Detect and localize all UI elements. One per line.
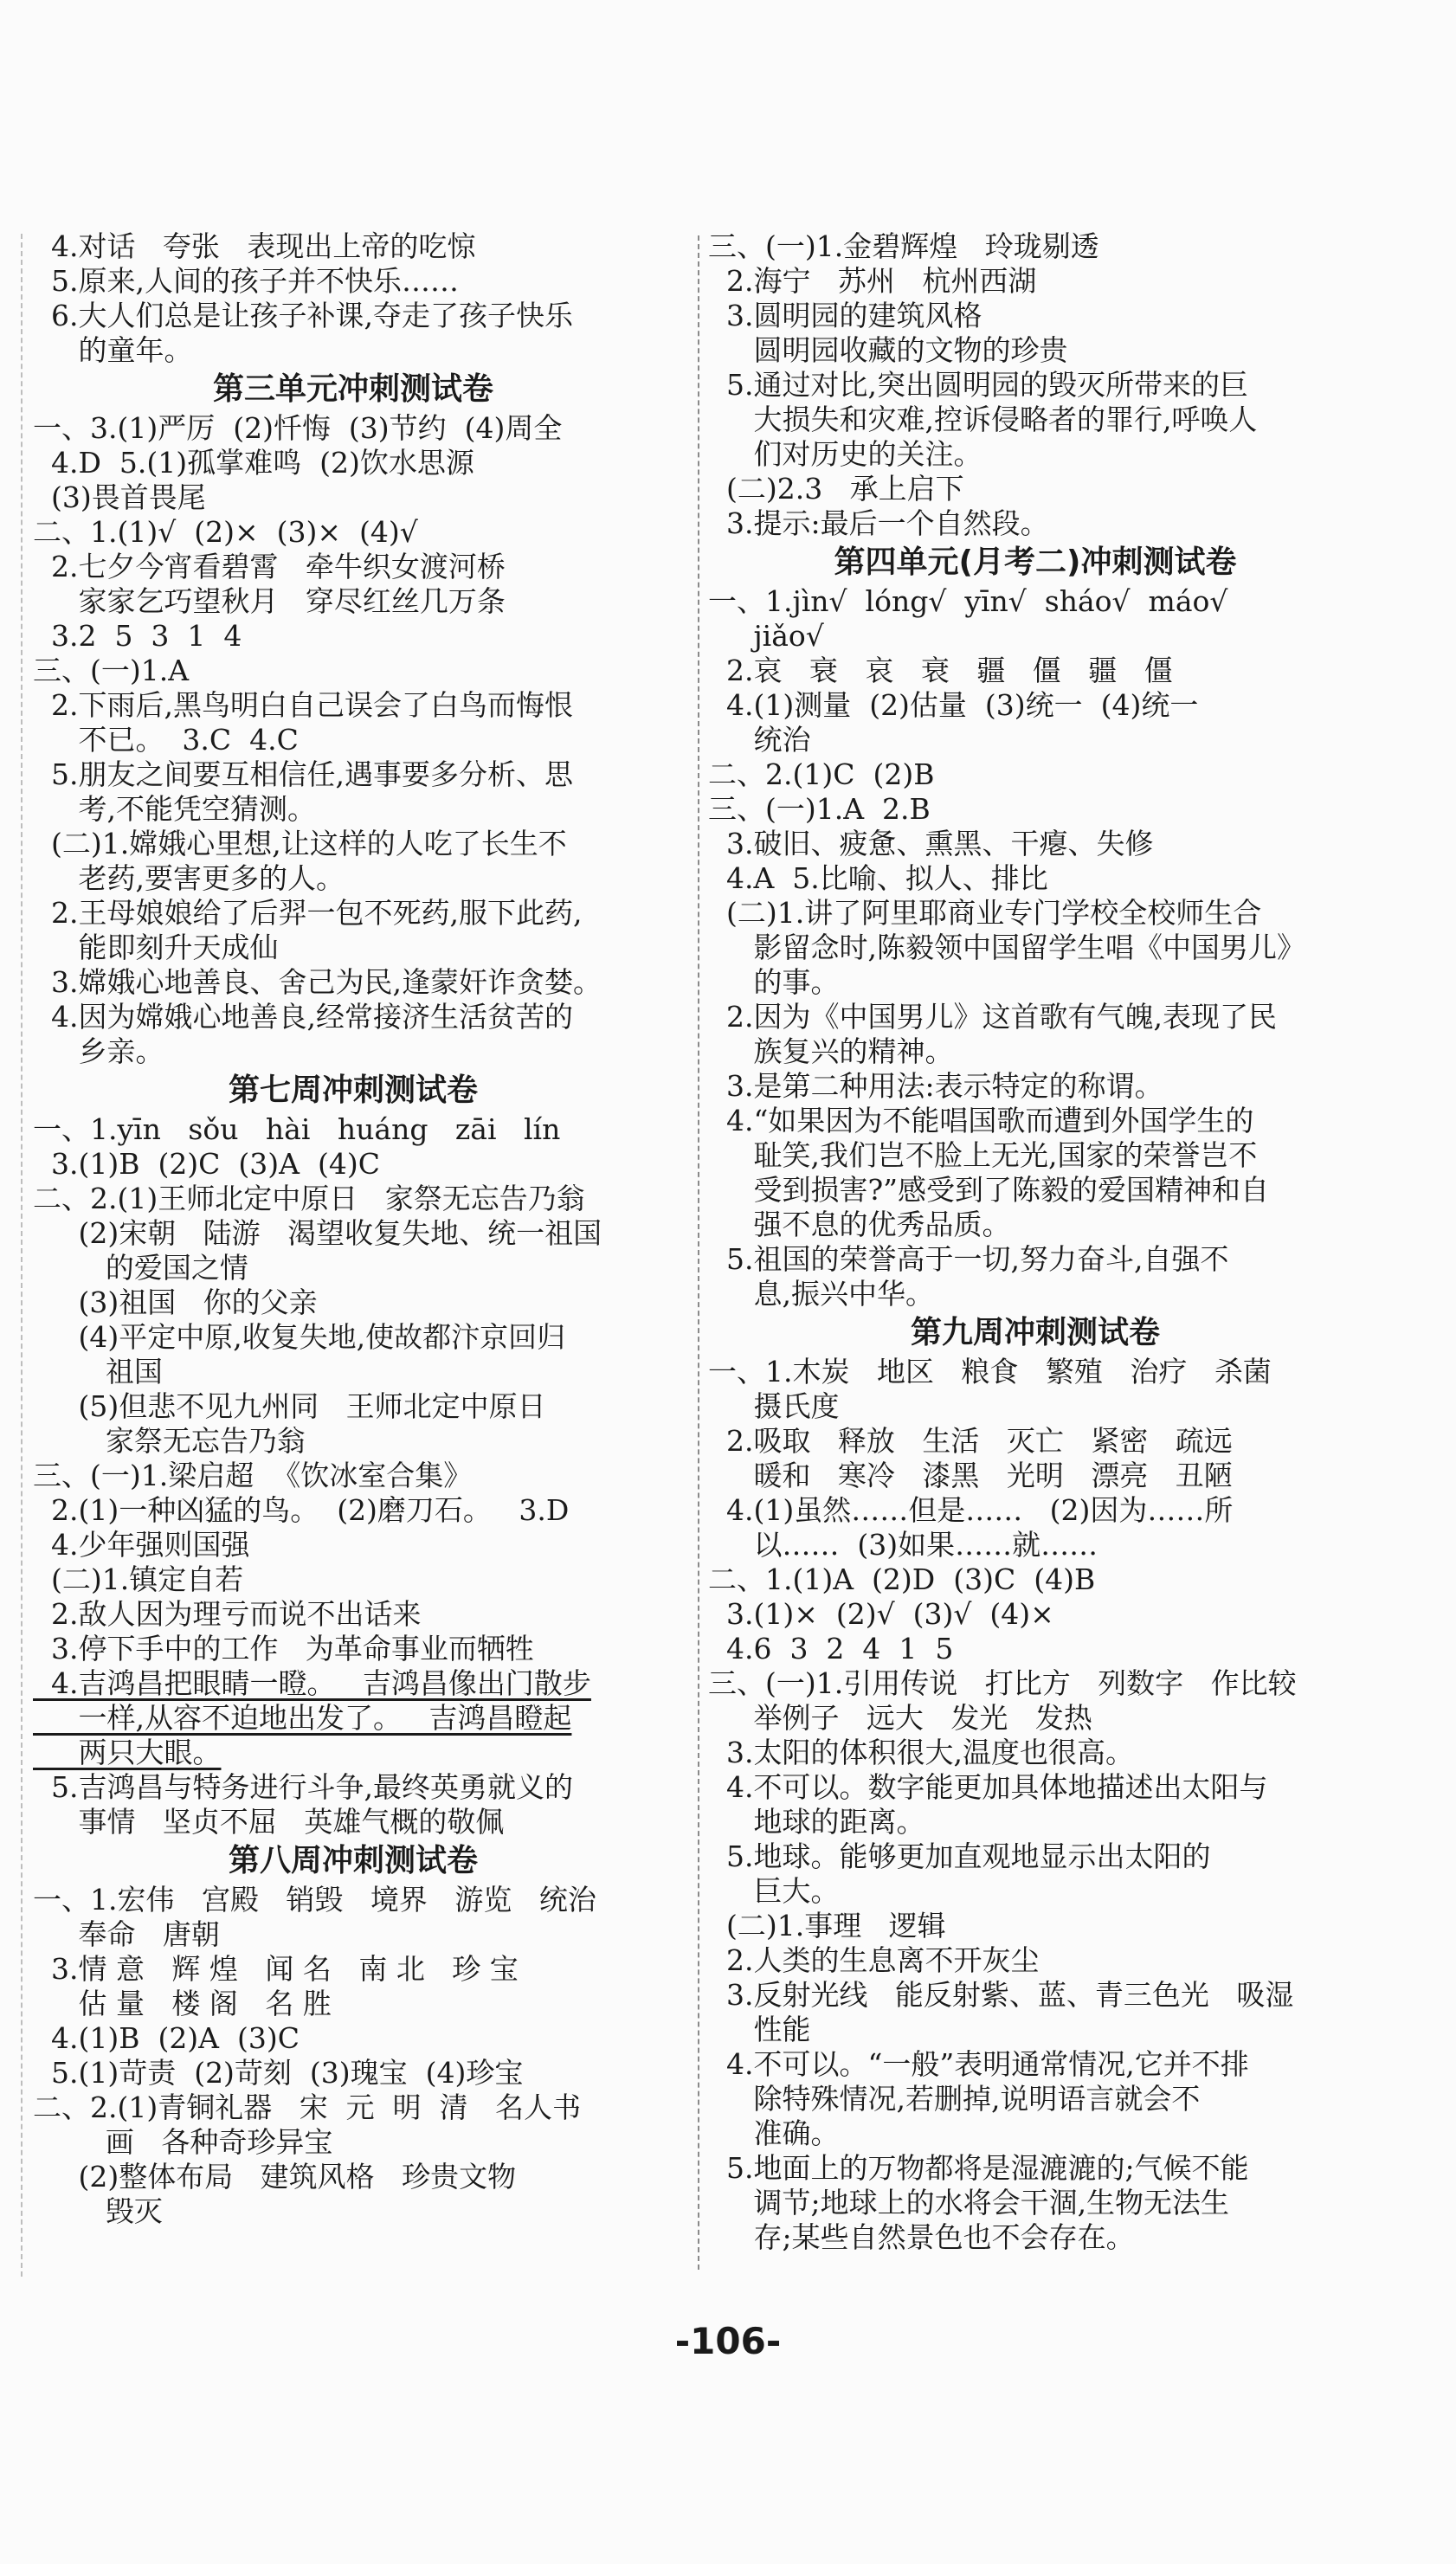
answer-line: 5.原来,人间的孩子并不快乐…… xyxy=(33,264,459,298)
answer-line: 存;某些自然景色也不会存在。 xyxy=(708,2220,1135,2254)
answer-line: 5.地面上的万物都将是湿漉漉的;气候不能 xyxy=(708,2151,1249,2185)
answer-line: 3.(1)× (2)√ (3)√ (4)× xyxy=(708,1597,1054,1631)
answer-line: 2.(1)一种凶猛的鸟。 (2)磨刀石。 3.D xyxy=(33,1493,570,1527)
answer-line: 二、2.(1)C (2)B xyxy=(708,757,935,791)
answer-line: 巨大。 xyxy=(708,1874,840,1908)
answer-line: 调节;地球上的水将会干涸,生物无法生 xyxy=(708,2186,1230,2219)
answer-line: 二、1.(1)A (2)D (3)C (4)B xyxy=(708,1562,1096,1596)
answer-line: 大损失和灾难,控诉侵略者的罪行,呼唤人 xyxy=(708,403,1258,436)
answer-line: (2)整体布局 建筑风格 珍贵文物 xyxy=(33,2160,517,2194)
answer-line: 地球的距离。 xyxy=(708,1805,925,1839)
answer-line: 三、(一)1.金碧辉煌 玲珑剔透 xyxy=(708,229,1099,263)
answer-line: 耻笑,我们岂不脸上无光,国家的荣誉岂不 xyxy=(708,1138,1258,1172)
answer-line: 摄氏度 xyxy=(708,1389,840,1423)
answer-line: 老药,要害更多的人。 xyxy=(33,861,345,895)
answer-line: 2.人类的生息离不开灰尘 xyxy=(708,1943,1040,1977)
answer-line: 圆明园收藏的文物的珍贵 xyxy=(708,333,1068,367)
answer-line: 2.下雨后,黑鸟明白自己误会了白鸟而悔恨 xyxy=(33,688,573,722)
answer-line: 3.(1)B (2)C (3)A (4)C xyxy=(33,1147,380,1181)
answer-line: 事情 坚贞不屈 英雄气概的敬佩 xyxy=(33,1805,505,1839)
answer-line: 5.(1)苛责 (2)苛刻 (3)瑰宝 (4)珍宝 xyxy=(33,2056,524,2090)
answer-line: 的事。 xyxy=(708,965,840,999)
answer-line: 4.不可以。“一般”表明通常情况,它并不排 xyxy=(708,2047,1249,2081)
answer-line: 受到损害?”感受到了陈毅的爱国精神和自 xyxy=(708,1173,1270,1207)
answer-line: 画 各种奇珍异宝 xyxy=(33,2125,333,2159)
column-divider xyxy=(698,235,699,2270)
answer-line: 一样,从容不迫地出发了。 吉鸿昌瞪起 xyxy=(33,1701,572,1735)
answer-line: 的童年。 xyxy=(33,333,193,367)
answer-line: jiǎo√ xyxy=(708,619,824,653)
answer-line: 4.A 5.比喻、拟人、排比 xyxy=(708,861,1048,895)
answer-line: 一、1.宏伟 宫殿 销毁 境界 游览 统治 xyxy=(33,1883,596,1917)
answer-line: 2.海宁 苏州 杭州西湖 xyxy=(708,264,1037,298)
answer-line: 5.地球。能够更加直观地显示出太阳的 xyxy=(708,1839,1211,1873)
answer-line: 3.太阳的体积很大,温度也很高。 xyxy=(708,1736,1134,1769)
page-number: -106- xyxy=(674,2320,782,2362)
answer-line: 3.圆明园的建筑风格 xyxy=(708,299,982,332)
answer-line: 二、1.(1)√ (2)× (3)× (4)√ xyxy=(33,515,418,549)
section-heading: 第九周冲刺测试卷 xyxy=(910,1315,1160,1350)
answer-line: 三、(一)1.A xyxy=(33,654,190,687)
answer-line: (5)但悲不见九州同 王师北定中原日 xyxy=(33,1389,546,1423)
answer-line: (3)畏首畏尾 xyxy=(33,480,206,514)
answer-line: 族复兴的精神。 xyxy=(708,1034,954,1068)
answer-line: 三、(一)1.引用传说 打比方 列数字 作比较 xyxy=(708,1666,1297,1700)
answer-line: 5.朋友之间要互相信任,遇事要多分析、思 xyxy=(33,757,573,791)
answer-line: 5.吉鸿昌与特务进行斗争,最终英勇就义的 xyxy=(33,1770,573,1804)
answer-line: 乡亲。 xyxy=(33,1034,164,1068)
answer-line: 除特殊情况,若删掉,说明语言就会不 xyxy=(708,2082,1201,2116)
answer-line: 3.是第二种用法:表示特定的称谓。 xyxy=(708,1069,1163,1103)
answer-line: 一、1.yīn sǒu hài huáng zāi lín xyxy=(33,1112,561,1146)
answer-line: 4.(1)虽然……但是…… (2)因为……所 xyxy=(708,1493,1234,1527)
answer-line: 2.王母娘娘给了后羿一包不死药,服下此药, xyxy=(33,896,583,930)
answer-line: 三、(一)1.A 2.B xyxy=(708,792,931,826)
answer-line: (3)祖国 你的父亲 xyxy=(33,1285,318,1319)
answer-line: 三、(一)1.梁启超 《饮冰室合集》 xyxy=(33,1459,473,1492)
answer-line: 3.提示:最后一个自然段。 xyxy=(708,506,1049,540)
right-answer-column xyxy=(708,229,1363,2255)
answer-line: 两只大眼。 xyxy=(33,1736,222,1769)
answer-line: (2)宋朝 陆游 渴望收复失地、统一祖国 xyxy=(33,1216,602,1250)
answer-line: 的爱国之情 xyxy=(33,1251,248,1285)
answer-line: 一、1.jìn√ lóng√ yīn√ sháo√ máo√ xyxy=(708,584,1228,618)
answer-line: 能即刻升天成仙 xyxy=(33,931,279,964)
answer-line: 4.“如果因为不能唱国歌而遭到外国学生的 xyxy=(708,1104,1254,1137)
answer-line: 考,不能凭空猜测。 xyxy=(33,792,316,826)
answer-line: 息,振兴中华。 xyxy=(708,1277,934,1311)
answer-line: 准确。 xyxy=(708,2116,840,2150)
answer-line: 3.反射光线 能反射紫、蓝、青三色光 吸湿 xyxy=(708,1978,1294,2012)
answer-line: 5.祖国的荣誉高于一切,努力奋斗,自强不 xyxy=(708,1242,1229,1276)
binding-edge-line xyxy=(21,234,23,2277)
answer-line: (4)平定中原,收复失地,使故都汴京回归 xyxy=(33,1320,566,1354)
answer-line: 4.吉鸿昌把眼睛一瞪。 吉鸿昌像出门散步 xyxy=(33,1666,591,1700)
answer-line: 4.(1)B (2)A (3)C xyxy=(33,2021,300,2055)
answer-line: 3.情 意 辉 煌 闻 名 南 北 珍 宝 xyxy=(33,1952,519,1986)
answer-line: 5.通过对比,突出圆明园的毁灭所带来的巨 xyxy=(708,368,1248,402)
answer-line: 毁灭 xyxy=(33,2194,163,2228)
answer-line: 2.因为《中国男儿》这首歌有气魄,表现了民 xyxy=(708,1000,1277,1034)
answer-line: 3.2 5 3 1 4 xyxy=(33,619,242,653)
answer-line: 家祭无忘告乃翁 xyxy=(33,1424,306,1458)
answer-line: (二)1.事理 逻辑 xyxy=(708,1909,946,1942)
answer-line: (二)2.3 承上启下 xyxy=(708,472,964,506)
answer-line: 2.敌人因为理亏而说不出话来 xyxy=(33,1597,422,1631)
answer-line: 一、1.木炭 地区 粮食 繁殖 治疗 杀菌 xyxy=(708,1355,1272,1388)
answer-line: 祖国 xyxy=(33,1355,163,1388)
answer-line: 举例子 远大 发光 发热 xyxy=(708,1701,1092,1735)
answer-line: 2.吸取 释放 生活 灭亡 紧密 疏远 xyxy=(708,1424,1233,1458)
answer-line: 4.对话 夸张 表现出上帝的吃惊 xyxy=(33,229,476,263)
left-answer-column xyxy=(33,229,673,2229)
answer-line: 6.大人们总是让孩子补课,夺走了孩子快乐 xyxy=(33,299,573,332)
answer-line: 3.破旧、疲惫、熏黑、干瘪、失修 xyxy=(708,827,1154,860)
answer-line: 统治 xyxy=(708,723,811,757)
answer-line: 以…… (3)如果……就…… xyxy=(708,1528,1098,1562)
answer-line: 4.6 3 2 4 1 5 xyxy=(708,1632,954,1665)
answer-line: 家家乞巧望秋月 穿尽红丝几万条 xyxy=(33,584,506,618)
answer-line: 二、2.(1)青铜礼器 宋 元 明 清 名人书 xyxy=(33,2090,582,2124)
answer-line: 一、3.(1)严厉 (2)忏悔 (3)节约 (4)周全 xyxy=(33,411,563,445)
section-heading: 第四单元(月考二)冲刺测试卷 xyxy=(834,544,1237,580)
answer-line: 4.不可以。数字能更加具体地描述出太阳与 xyxy=(708,1770,1268,1804)
answer-line: 性能 xyxy=(708,2013,811,2046)
answer-line: 们对历史的关注。 xyxy=(708,437,982,471)
answer-line: 不已。 3.C 4.C xyxy=(33,723,299,757)
answer-line: 4.D 5.(1)孤掌难鸣 (2)饮水思源 xyxy=(33,446,474,480)
answer-line: 4.少年强则国强 xyxy=(33,1528,250,1562)
answer-line: (二)1.嫦娥心里想,让这样的人吃了长生不 xyxy=(33,827,567,860)
answer-line: 2.哀 衰 哀 衰 疆 僵 疆 僵 xyxy=(708,654,1173,687)
answer-line: 二、2.(1)王师北定中原日 家祭无忘告乃翁 xyxy=(33,1182,585,1215)
answer-line: (二)1.讲了阿里耶商业专门学校全校师生合 xyxy=(708,896,1262,930)
answer-line: 强不息的优秀品质。 xyxy=(708,1208,1011,1241)
section-heading: 第七周冲刺测试卷 xyxy=(228,1073,478,1108)
answer-line: 奉命 唐朝 xyxy=(33,1917,220,1951)
answer-line: 3.嫦娥心地善良、舍己为民,逢蒙奸诈贪婪。 xyxy=(33,965,602,999)
answer-line: 4.因为嫦娥心地善良,经常接济生活贫苦的 xyxy=(33,1000,573,1034)
answer-line: 3.停下手中的工作 为革命事业而牺牲 xyxy=(33,1632,534,1665)
answer-line: 2.七夕今宵看碧霄 牵牛织女渡河桥 xyxy=(33,550,506,583)
answer-line: 暖和 寒冷 漆黑 光明 漂亮 丑陋 xyxy=(708,1459,1233,1492)
answer-line: 4.(1)测量 (2)估量 (3)统一 (4)统一 xyxy=(708,688,1199,722)
answer-line: 影留念时,陈毅领中国留学生唱《中国男儿》 xyxy=(708,931,1305,964)
answer-line: 估 量 楼 阁 名 胜 xyxy=(33,1987,332,2020)
section-heading: 第三单元冲刺测试卷 xyxy=(212,371,493,407)
answer-line: (二)1.镇定自若 xyxy=(33,1562,244,1596)
section-heading: 第八周冲刺测试卷 xyxy=(228,1843,478,1878)
